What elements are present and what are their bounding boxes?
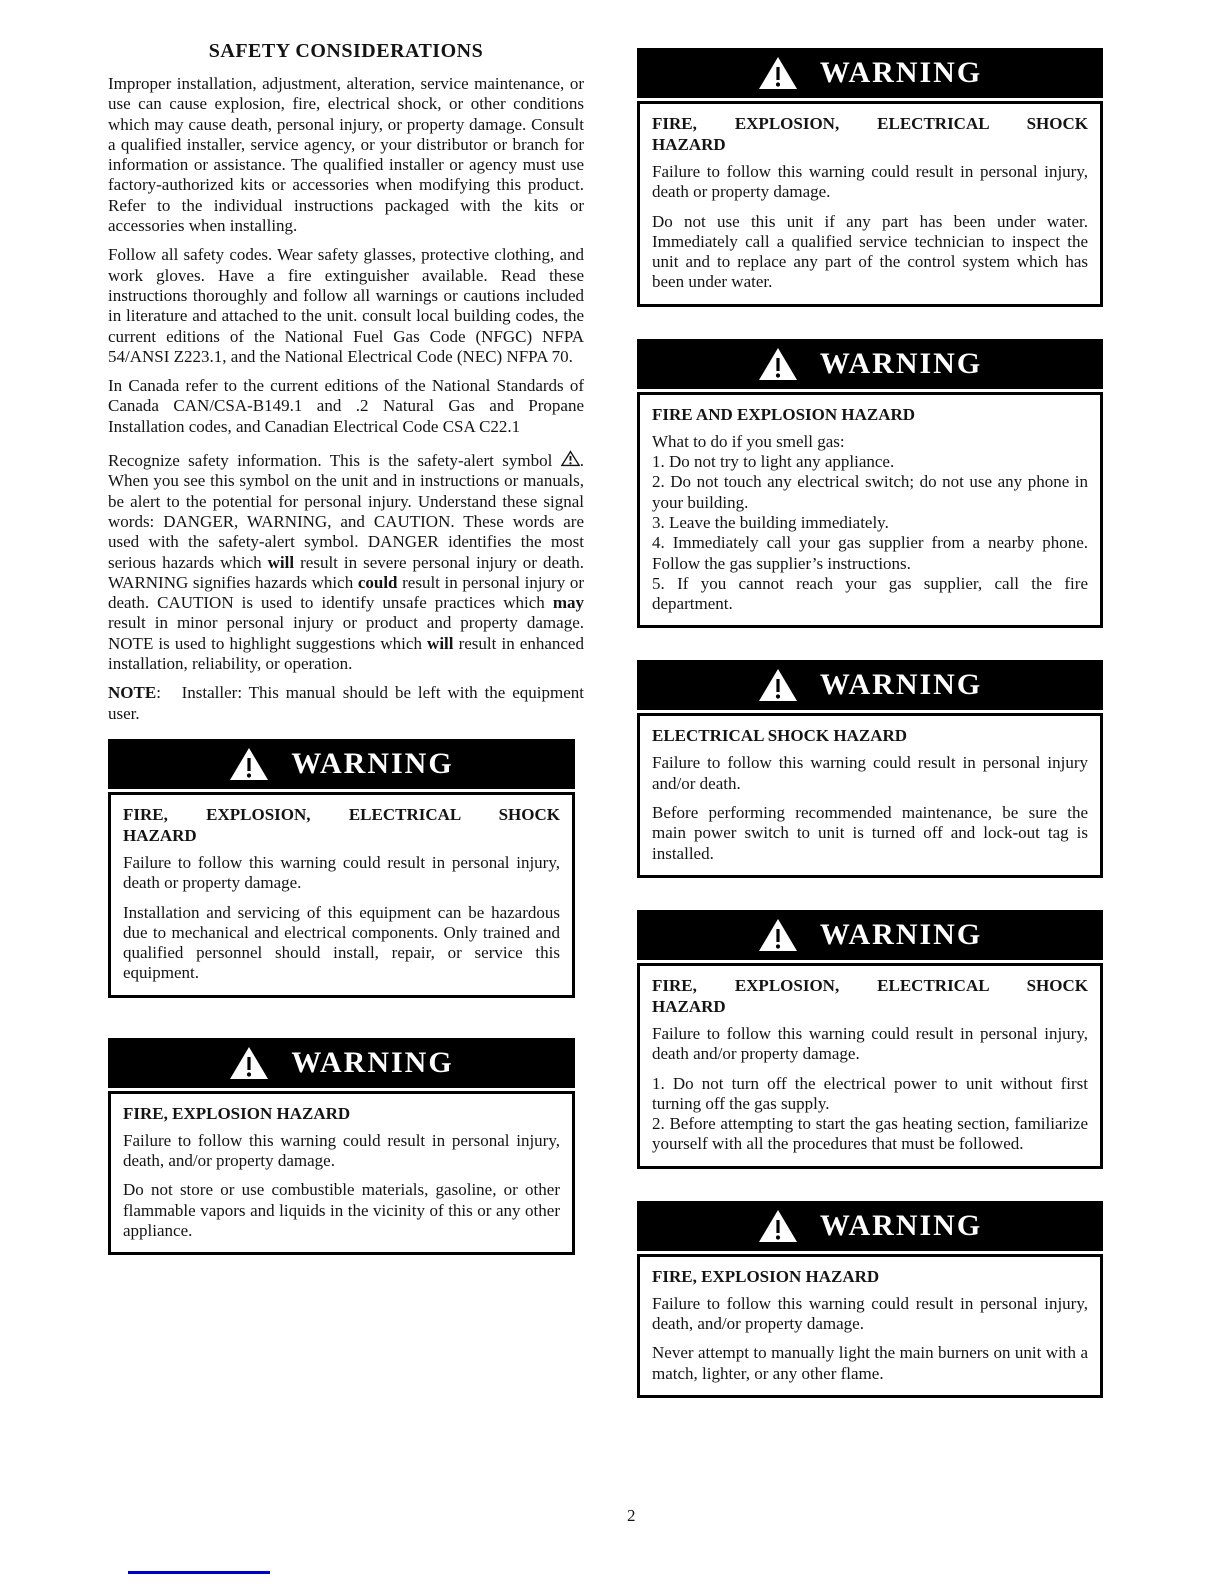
warning-box-smell-gas: [637, 339, 1103, 629]
warning-text: Failure to follow this warning could result in personal injury and/or death.: [652, 753, 1088, 793]
warning-list-item: 1. Do not turn off the electrical power to unit without first turning off the gas supply.: [652, 1073, 1088, 1113]
intro-paragraph-2: Follow all safety codes. Wear safety glasses, protective clothing, and work gloves. Have a fire extinguisher available. Read these instructions thoroughly and follow all warnings or cautions included in literature and attached to the unit. consult local building codes, the current editions of the National Fuel Gas Code (NFGC) NFPA 54/ANSI Z223.1, and the National Electrical Code (NEC) NFPA 70.: [108, 245, 584, 366]
warning-header-bar: [637, 1201, 1103, 1251]
warning-label: WARNING: [819, 1208, 983, 1242]
warning-list-item: 5. If you cannot reach your gas supplier, call the fire department.: [652, 573, 1088, 614]
warning-label: WARNING: [819, 917, 983, 951]
warning-list-item: 4. Immediately call your gas supplier from a nearby phone. Follow the gas supplier’s instructions.: [652, 533, 1088, 573]
warning-header-bar: [637, 339, 1103, 389]
warning-box-manual-lighting: [637, 1201, 1103, 1398]
warning-title: FIRE, EXPLOSION HAZARD: [652, 1266, 880, 1286]
right-column: [637, 48, 1103, 1398]
warning-title: FIRE, EXPLOSION, ELECTRICAL SHOCK HAZARD: [652, 114, 1088, 154]
note-paragraph: NOTE: Installer: This manual should be left with the equipment user.: [108, 683, 584, 723]
warning-triangle-icon: [758, 668, 798, 702]
warning-text: Do not store or use combustible materials, gasoline, or other flammable vapors and liquids in the vicinity of this or any other appliance.: [123, 1180, 560, 1240]
warning-text: Failure to follow this warning could result in personal injury, death or property damage.: [123, 852, 560, 893]
warning-list-item: 2. Do not touch any electrical switch; do not use any phone in your building.: [652, 472, 1088, 512]
safety-alert-icon: [561, 450, 580, 467]
warning-text: Failure to follow this warning could result in personal injury, death, and/or property damage.: [123, 1130, 560, 1170]
warning-title: ELECTRICAL SHOCK HAZARD: [652, 726, 908, 746]
warning-box-under-water: [637, 48, 1103, 307]
warning-header-bar: [108, 1038, 575, 1088]
warning-triangle-icon: [758, 56, 798, 90]
warning-list-item: What to do if you smell gas:: [652, 431, 845, 451]
warning-label: WARNING: [819, 668, 983, 702]
warning-list-item: 2. Before attempting to start the gas heating section, familiarize yourself with all the procedures that must be followed.: [652, 1114, 1088, 1154]
page-number: 2: [627, 1506, 636, 1525]
warning-triangle-icon: [758, 918, 798, 952]
warning-body: [637, 101, 1103, 307]
warning-box-fire-explosion-shock-install: [108, 739, 575, 998]
left-column: [108, 40, 584, 1255]
warning-label: WARNING: [291, 1045, 454, 1079]
warning-text: Before performing recommended maintenance, be sure the main power switch to unit is turned off and lock-out tag is installed.: [652, 803, 1088, 863]
warning-list-item: 1. Do not try to light any appliance.: [652, 452, 895, 472]
warning-body: [108, 792, 575, 998]
warning-text: Installation and servicing of this equipment can be hazardous due to mechanical and electrical components. Only trained and qualified personnel should install, repair, or service this equipment.: [123, 902, 560, 983]
warning-triangle-icon: [758, 347, 798, 381]
warning-header-bar: [637, 660, 1103, 710]
warning-body: [108, 1091, 575, 1255]
warning-body: [637, 392, 1103, 629]
warning-header-bar: [637, 48, 1103, 98]
warning-body: [637, 963, 1103, 1169]
warning-box-gas-heating-procedures: [637, 910, 1103, 1169]
warning-title: FIRE, EXPLOSION, ELECTRICAL SHOCK HAZARD: [123, 804, 560, 845]
intro-paragraph-safety-alert: Recognize safety information. This is the safety-alert symbol . When you see this symbol on the unit and in instructions or manuals, be alert to the potential for personal injury. Understand these signal words: DANGER, WARNING, and CAUTION. These words are used with the safety-alert symbol. DANGER identifies the most serious hazards which will result in severe personal injury or death. WARNING signifies hazards which could result in personal injury or death. CAUTION is used to identify unsafe practices which may result in minor personal injury or product and property damage. NOTE is used to highlight suggestions which will result in enhanced installation, reliability, or operation.: [108, 451, 585, 674]
warning-title: FIRE, EXPLOSION, ELECTRICAL SHOCK HAZARD: [652, 975, 1088, 1016]
intro-paragraph-3: In Canada refer to the current editions of the National Standards of Canada CAN/CSA-B149.1 and .2 Natural Gas and Propane Installation codes, and Canadian Electrical Code CSA C22.1: [108, 376, 584, 436]
warning-box-fire-explosion-storage: [108, 1038, 575, 1255]
warning-body: [637, 713, 1103, 877]
warning-text: Failure to follow this warning could result in personal injury, death, and/or property damage.: [652, 1293, 1088, 1334]
intro-paragraph-1: Improper installation, adjustment, alteration, service maintenance, or use can cause explosion, fire, electrical shock, or other conditions which may cause death, personal injury, or property damage. Consult a qualified installer, service agency, or your distributor or branch for information or assistance. The qualified installer or agency must use factory-authorized kits or accessories when modifying this product. Refer to the individual instructions packaged with the kits or accessories when installing.: [108, 74, 584, 236]
warning-text: Never attempt to manually light the main burners on unit with a match, lighter, or any other flame.: [652, 1343, 1088, 1383]
warning-body: [637, 1254, 1103, 1398]
warning-header-bar: [637, 910, 1103, 960]
warning-title: FIRE AND EXPLOSION HAZARD: [652, 404, 916, 424]
warning-list: [652, 1074, 1088, 1155]
warning-text: Do not use this unit if any part has been under water. Immediately call a qualified service technician to inspect the unit and to replace any part of the control system which has been under water.: [652, 211, 1088, 292]
warning-label: WARNING: [291, 746, 454, 780]
warning-triangle-icon: [229, 747, 269, 781]
warning-triangle-icon: [758, 1209, 798, 1243]
warning-text: Failure to follow this warning could result in personal injury, death or property damage.: [652, 162, 1088, 202]
page-title: SAFETY CONSIDERATIONS: [208, 40, 484, 62]
warning-list: [652, 432, 1088, 615]
warning-list-item: 3. Leave the building immediately.: [652, 512, 889, 532]
warning-header-bar: [108, 739, 575, 789]
warning-text: Failure to follow this warning could result in personal injury, death and/or property damage.: [652, 1023, 1088, 1064]
warning-label: WARNING: [819, 56, 983, 89]
footer-rule: [128, 1571, 270, 1574]
warning-label: WARNING: [819, 346, 983, 380]
warning-triangle-icon: [229, 1046, 269, 1080]
warning-title: FIRE, EXPLOSION HAZARD: [123, 1103, 351, 1123]
warning-box-electrical-shock: [637, 660, 1103, 877]
